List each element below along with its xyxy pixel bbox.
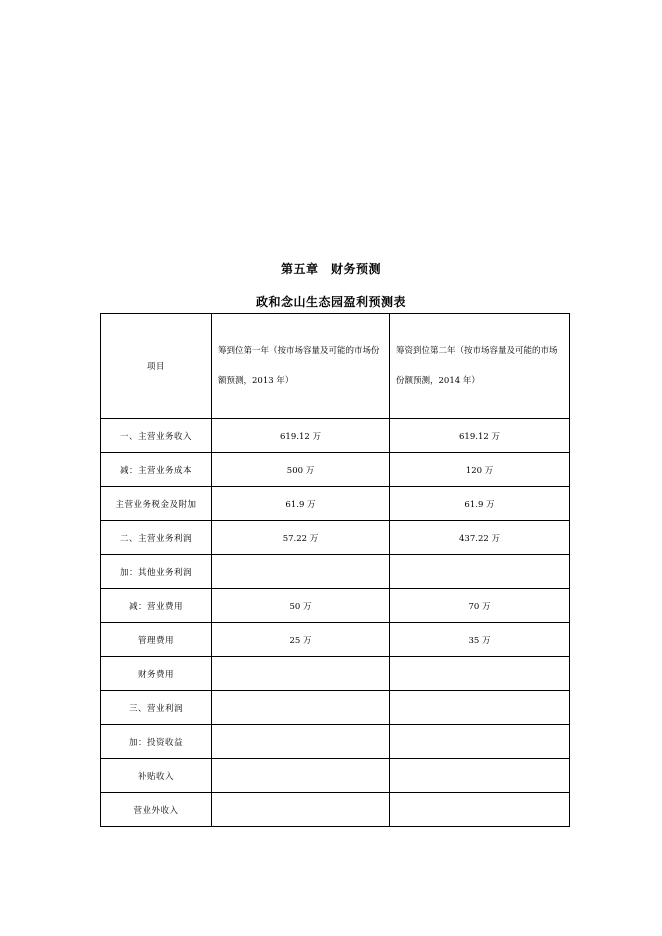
year2-value [390,419,570,453]
table-header-row [101,314,570,419]
year1-value-text: 500 万 [286,465,315,476]
year1-value-text: 619.12 万 [280,431,321,442]
row-label-text: 主营业务税金及附加 [115,499,197,510]
year1-value-text: 50 万 [289,601,312,612]
year1-value [212,589,390,623]
year2-value [390,453,570,487]
header-item [101,314,212,419]
table-row [101,793,570,827]
row-label [101,521,212,555]
year1-value [212,759,390,793]
year1-value [212,419,390,453]
table-title: 政和念山生态园盈利预测表 [255,295,406,309]
row-label-text: 加：投资收益 [128,737,183,748]
row-label [101,759,212,793]
row-label [101,555,212,589]
year1-value [212,487,390,521]
row-label-text: 营业外收入 [133,805,179,816]
year2-value [390,487,570,521]
year1-value [212,725,390,759]
header-year1-label: 筹到位第一年（按市场容量及可能的市场份额预测，2013 年） [218,346,380,386]
year1-value [212,691,390,725]
year2-value [390,521,570,555]
row-label [101,453,212,487]
table-row [101,453,570,487]
table-row [101,725,570,759]
row-label-text: 二、主营业务利润 [119,533,192,544]
header-item-label: 项目 [146,362,165,372]
row-label-text: 三、营业利润 [128,703,183,714]
row-label-text: 减：主营业务成本 [119,465,192,476]
year1-value [212,521,390,555]
year2-value [390,793,570,827]
year2-value [390,759,570,793]
year2-value-text: 619.12 万 [459,431,500,442]
row-label-text: 减：营业费用 [128,601,183,612]
row-label [101,793,212,827]
year1-value [212,623,390,657]
year1-value [212,453,390,487]
year1-value [212,793,390,827]
table-row [101,691,570,725]
table-row [101,555,570,589]
row-label-text: 一、主营业务收入 [119,431,192,442]
row-label-text: 补贴收入 [137,771,174,782]
year2-value-text: 70 万 [468,601,491,612]
year1-value-text: 25 万 [289,635,312,646]
table-row [101,589,570,623]
table-row [101,623,570,657]
row-label [101,623,212,657]
year2-value [390,725,570,759]
year2-value [390,657,570,691]
year1-value [212,657,390,691]
year2-value-text: 61.9 万 [464,499,495,510]
year1-value-text: 57.22 万 [282,533,319,544]
year2-value [390,691,570,725]
year2-value [390,589,570,623]
table-row [101,419,570,453]
table-row [101,657,570,691]
row-label [101,657,212,691]
header-year2-label: 筹资到位第二年（按市场容量及可能的市场份额预测，2014 年） [396,346,558,386]
year2-value-text: 35 万 [468,635,491,646]
row-label [101,589,212,623]
row-label [101,691,212,725]
year2-value-text: 437.22 万 [459,533,500,544]
profit-forecast-table [100,313,570,827]
row-label-text: 加：其他业务利润 [119,567,192,578]
table-row [101,487,570,521]
table-row [101,759,570,793]
table-row [101,521,570,555]
chapter-title: 第五章 财务预测 [280,262,381,276]
year1-value-text: 61.9 万 [285,499,316,510]
year2-value [390,623,570,657]
header-year1 [212,314,390,419]
row-label [101,725,212,759]
year1-value [212,555,390,589]
row-label [101,419,212,453]
year2-value-text: 120 万 [465,465,494,476]
year2-value [390,555,570,589]
header-year2 [390,314,570,419]
row-label-text: 财务费用 [137,669,174,680]
row-label-text: 管理费用 [137,635,174,646]
row-label [101,487,212,521]
